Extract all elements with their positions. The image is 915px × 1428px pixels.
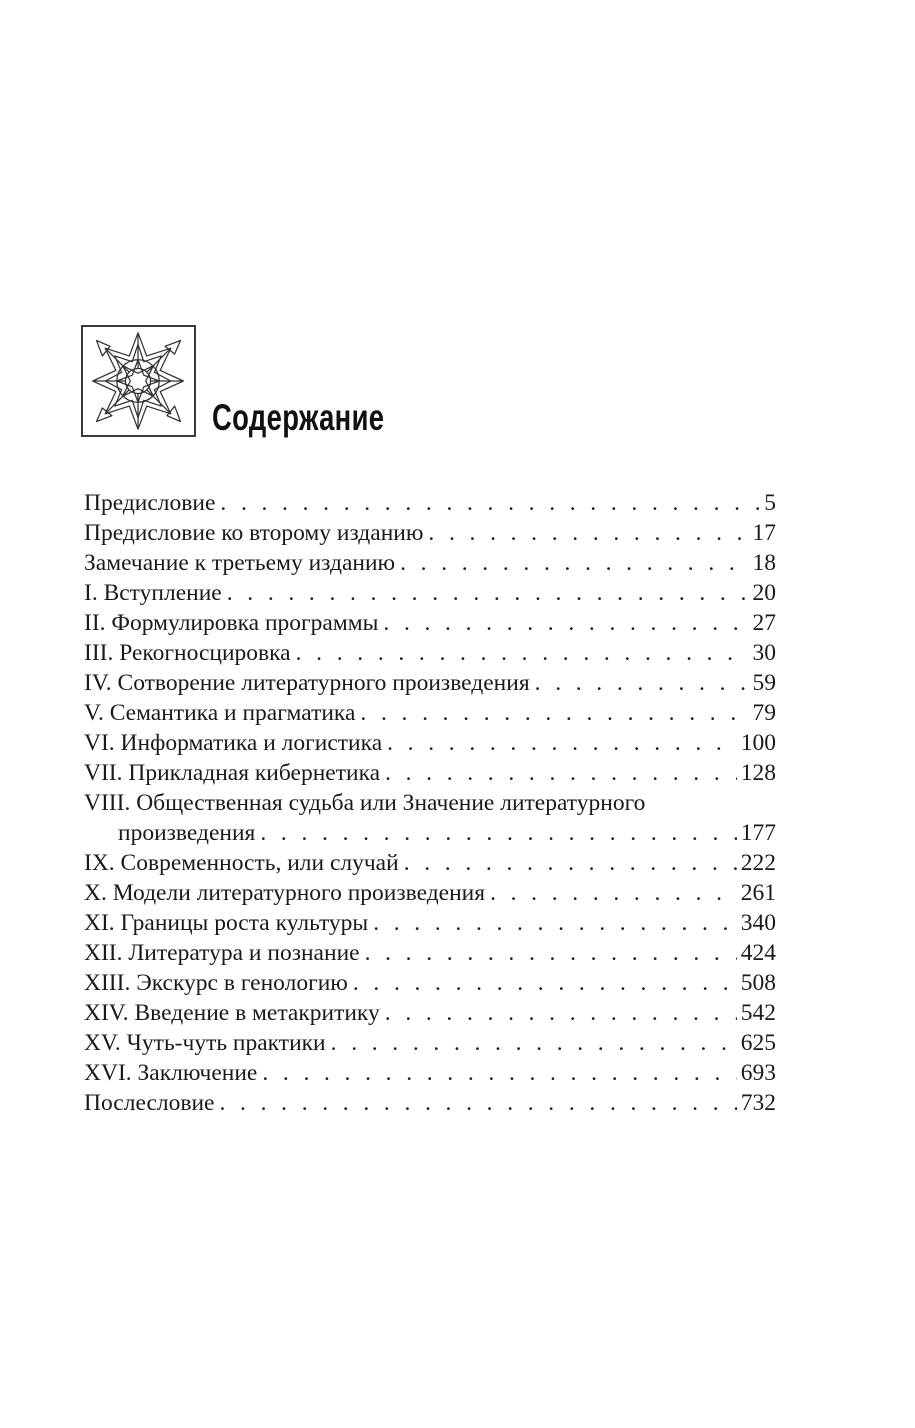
dot-leader [535,668,749,698]
toc-entry [84,998,776,1028]
toc-entry-page: 177 [740,820,776,846]
toc-entry-page: 732 [740,1090,776,1116]
toc-entry-page: 340 [740,910,776,936]
toc-entry [84,638,776,668]
toc-entry-page: 128 [740,760,776,786]
toc-entry-label: Предисловие ко второму изданию [84,520,424,546]
toc-entry-label: XII. Литература и познание [84,940,360,966]
dot-leader [365,938,737,968]
toc-entry-continuation [84,818,776,848]
toc-entry-label: III. Рекогносцировка [84,640,291,666]
dot-leader [387,728,737,758]
dot-leader [404,848,737,878]
toc-entry-page: 17 [752,520,776,546]
ornament-emblem [81,325,196,437]
toc-entry-label: IV. Сотворение литературного произведения [84,670,530,696]
dot-leader [260,818,736,848]
toc-entry-label: Замечание к третьему изданию [84,550,396,576]
toc-entry-page: 424 [740,940,776,966]
toc-entry [84,1028,776,1058]
toc-entry-label: II. Формулировка программы [84,610,379,636]
toc-entry-label: V. Семантика и прагматика [84,700,356,726]
toc-entry [84,548,776,578]
toc-entry [84,488,776,518]
toc-entry [84,698,776,728]
dot-leader [385,998,737,1028]
toc-entry-page: 261 [740,880,776,906]
toc-entry-label: X. Модели литературного произведения [84,880,486,906]
toc-entry-label: IX. Современность, или случай [84,850,399,876]
toc-entry [84,1088,776,1118]
toc-entry-page: 542 [740,1000,776,1026]
toc-entry-page: 508 [740,970,776,996]
star-ornament-icon [83,327,194,435]
toc-entry-page: 5 [764,490,776,516]
toc-entry-label: Послесловие [84,1090,215,1116]
toc-entry-label: VI. Информатика и логистика [84,730,383,756]
dot-leader [360,698,748,728]
toc-entry-label: Предисловие [84,490,216,516]
dot-leader [331,1028,737,1058]
dot-leader [385,758,737,788]
toc-entry [84,728,776,758]
dot-leader [428,518,748,548]
toc-entry [84,578,776,608]
toc-entry-label: XIV. Введение в метакритику [84,1000,380,1026]
dot-leader [296,638,749,668]
toc-entry-label: произведения [118,820,256,846]
toc-entry-label: XIII. Экскурс в генологию [84,970,348,996]
toc-entry-page: 27 [752,610,776,636]
dot-leader [383,608,748,638]
dot-leader [490,878,737,908]
toc-entry-page: 18 [752,550,776,576]
toc-entry-label: XI. Границы роста культуры [84,910,369,936]
toc-entry [84,758,776,788]
toc-entry [84,848,776,878]
toc-entry [84,968,776,998]
toc-entry-page: 59 [752,670,776,696]
toc-entry [84,908,776,938]
toc-entry-page: 79 [752,700,776,726]
toc-entry-page: 20 [752,580,776,606]
dot-leader [220,488,760,518]
dot-leader [220,1088,737,1118]
dot-leader [353,968,737,998]
toc-entry-first-line [84,788,776,818]
toc-entry-label: VIII. Общественная судьба или Значение литературного [84,790,646,816]
table-of-contents [84,488,776,1118]
toc-entry [84,668,776,698]
toc-entry [84,938,776,968]
toc-entry-page: 625 [740,1030,776,1056]
page-title: Содержание [212,397,385,438]
toc-entry [84,518,776,548]
toc-entry [84,878,776,908]
dot-leader [400,548,748,578]
toc-entry-page: 693 [740,1060,776,1086]
toc-entry-label: I. Вступление [84,580,222,606]
toc-entry [84,1058,776,1088]
dot-leader [262,1058,736,1088]
toc-entry [84,608,776,638]
dot-leader [373,908,737,938]
toc-entry-page: 30 [752,640,776,666]
toc-entry-page: 222 [740,850,776,876]
toc-entry-page: 100 [740,730,776,756]
toc-entry-label: XVI. Заключение [84,1060,258,1086]
toc-entry-label: VII. Прикладная кибернетика [84,760,381,786]
toc-entry-label: XV. Чуть-чуть практики [84,1030,326,1056]
dot-leader [227,578,749,608]
